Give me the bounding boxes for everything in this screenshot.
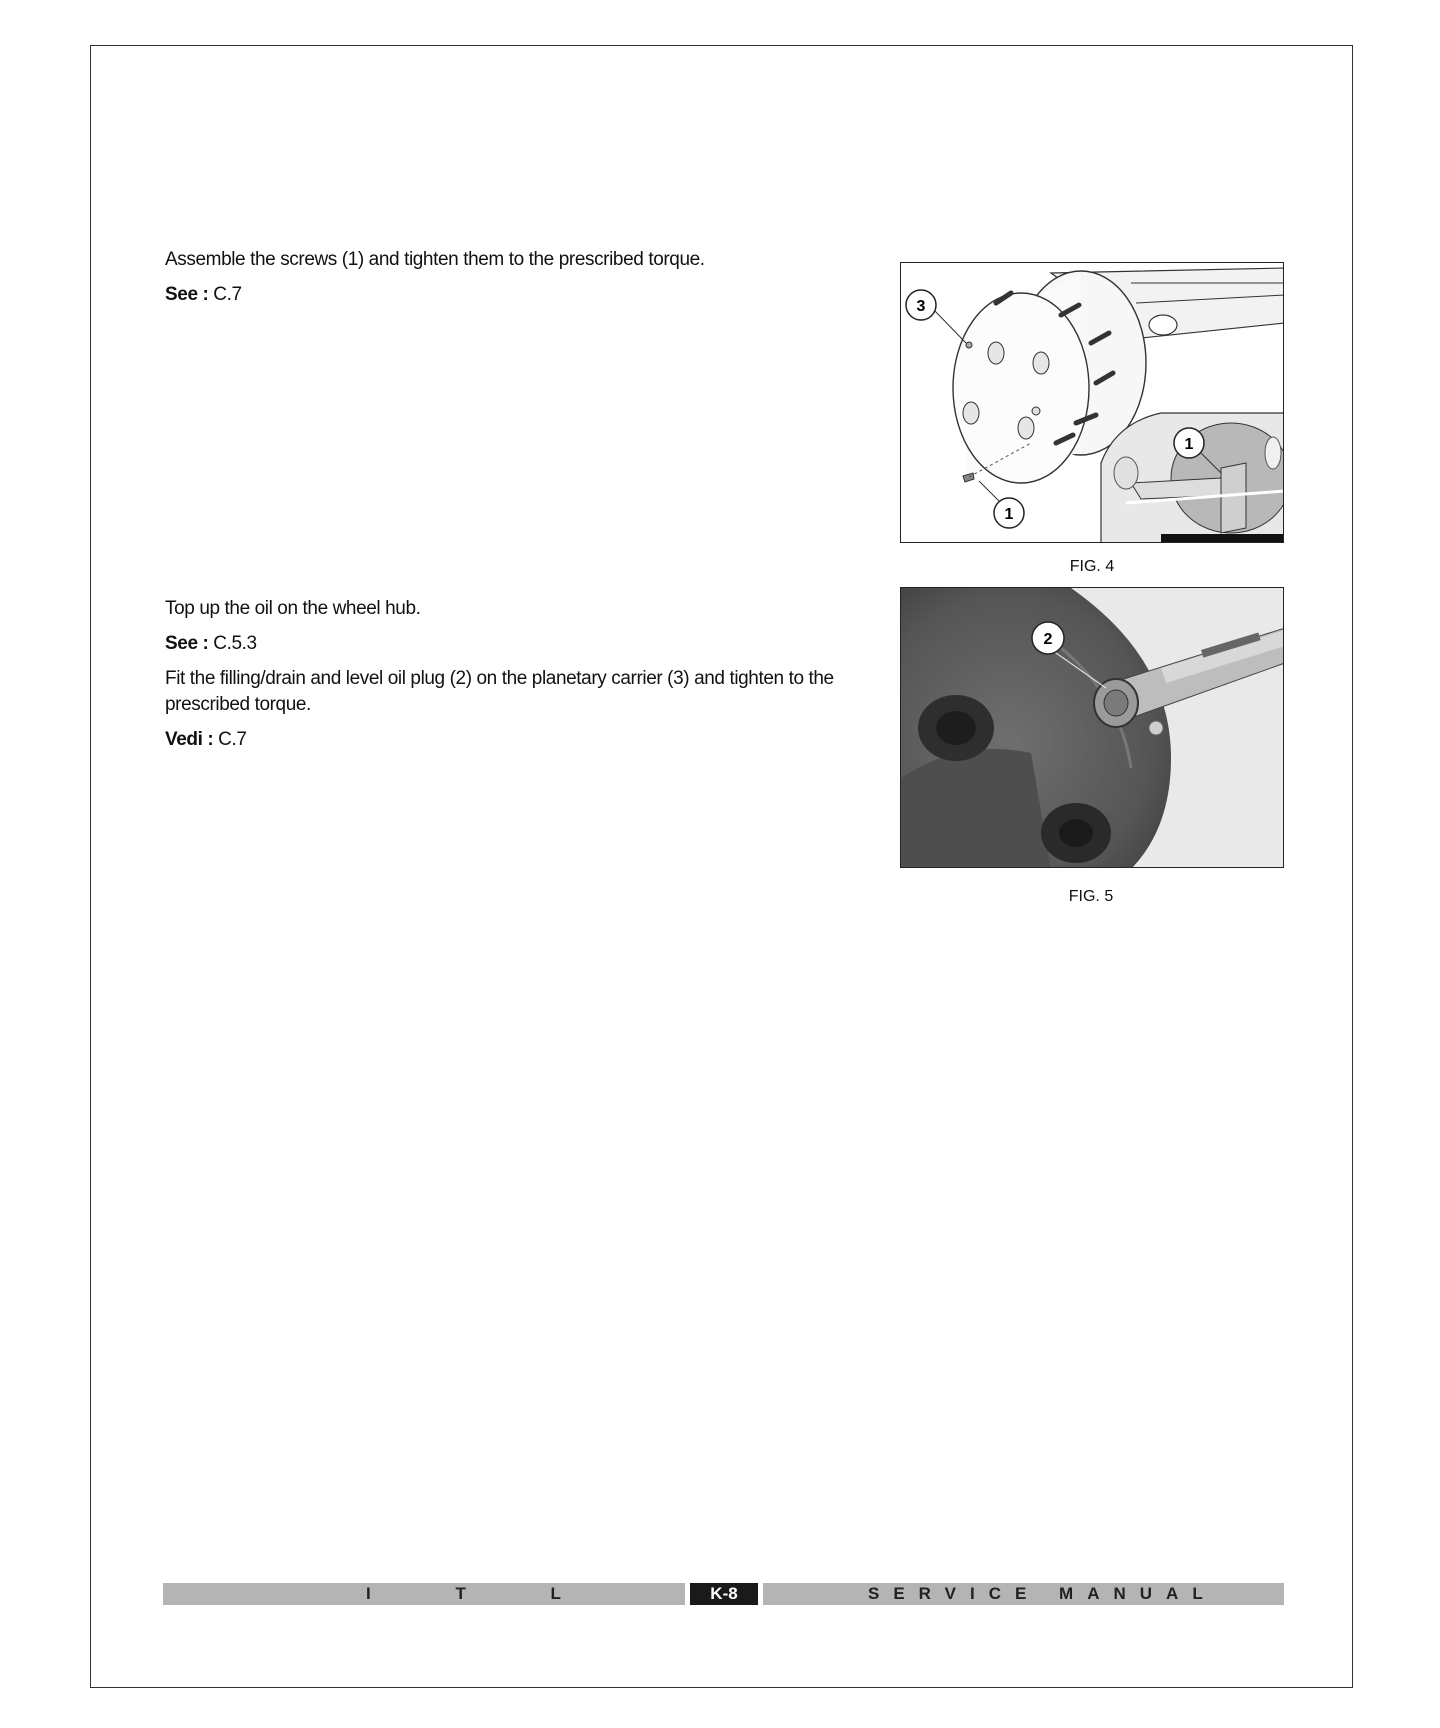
footer-right-bar xyxy=(763,1583,1284,1605)
reference-label: Vedi : xyxy=(165,729,214,750)
reference-line xyxy=(165,727,865,753)
callout-3-fig4 xyxy=(906,290,936,320)
page-footer xyxy=(163,1583,1284,1605)
footer-manual-title: SERVICE MANUAL xyxy=(868,1584,1217,1603)
figure-4-wheel-hub-drawing xyxy=(900,262,1284,543)
figure-4-illustration xyxy=(901,263,1284,543)
callout-2-fig5 xyxy=(1032,622,1064,654)
reference-value: C.7 xyxy=(213,729,247,750)
callout-1-fig4-inset xyxy=(1174,428,1204,458)
reference-label: See : xyxy=(165,633,209,654)
reference-label: See : xyxy=(165,284,209,305)
reference-value: C.5.3 xyxy=(208,633,257,654)
footer-company: I T L xyxy=(366,1584,601,1603)
reference-line xyxy=(165,282,865,308)
instruction-screws: Assemble the screws (1) and tighten them to the prescribed torque. xyxy=(165,249,705,270)
page-number: K-8 xyxy=(690,1583,758,1605)
callout-1-fig4-main xyxy=(994,498,1024,528)
figure-5-illustration xyxy=(901,588,1284,868)
figure-5-caption: FIG. 5 xyxy=(1068,888,1114,905)
svg-text:2: 2 xyxy=(1043,631,1053,648)
section-oil xyxy=(165,596,865,762)
svg-text:1: 1 xyxy=(1184,436,1194,453)
footer-left-bar xyxy=(163,1583,685,1605)
svg-text:3: 3 xyxy=(916,298,926,315)
svg-text:1: 1 xyxy=(1004,506,1014,523)
figure-4-caption: FIG. 4 xyxy=(1069,558,1115,575)
reference-line xyxy=(165,631,865,657)
figure-5-oil-plug-photo xyxy=(900,587,1284,868)
instruction-top-up: Top up the oil on the wheel hub. xyxy=(165,598,421,619)
section-screws xyxy=(165,247,865,317)
reference-value: C.7 xyxy=(208,284,242,305)
instruction-fit-plug: Fit the filling/drain and level oil plug (2) on the planetary carrier (3) and tighten to the prescribed torque. xyxy=(165,668,834,715)
